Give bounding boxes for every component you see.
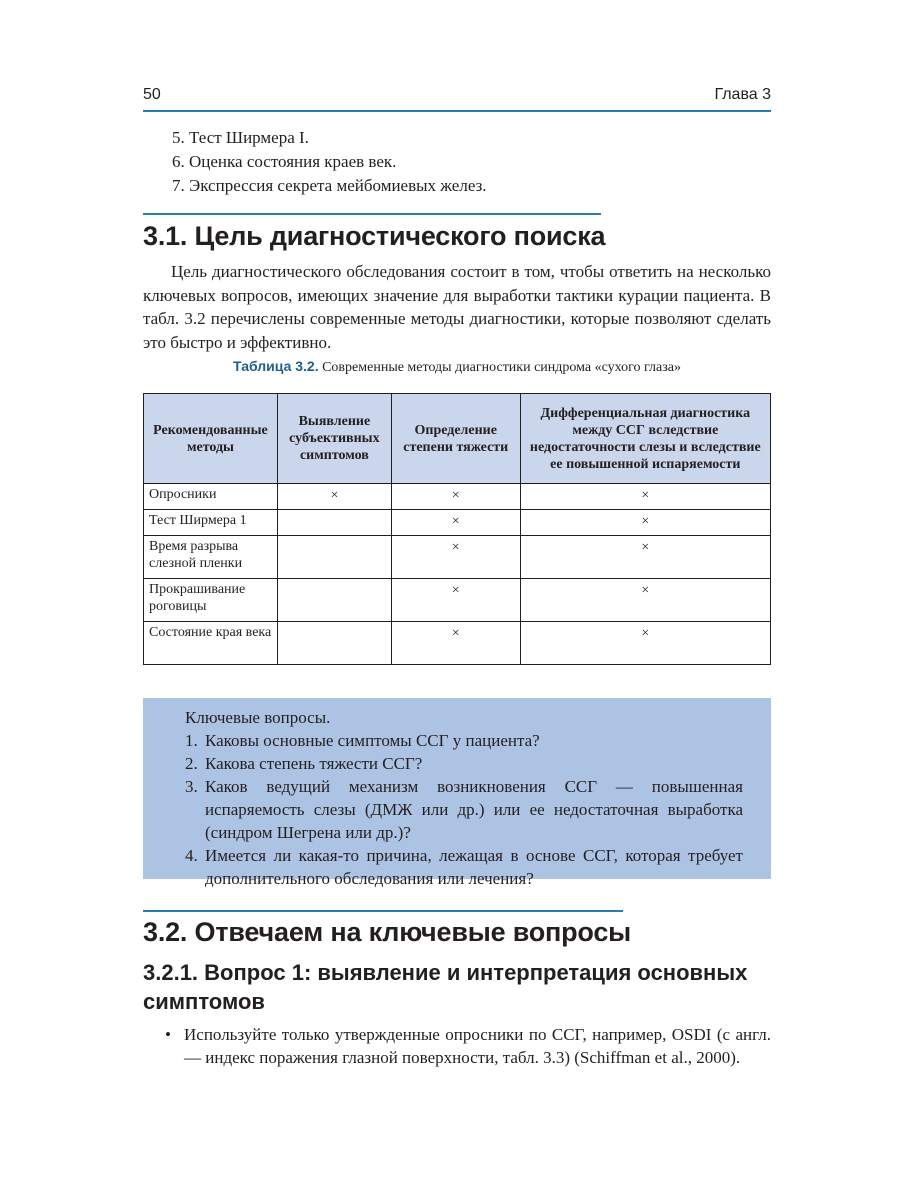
question-number: 1. bbox=[185, 731, 198, 750]
table-row bbox=[144, 622, 771, 665]
section-paragraph bbox=[143, 260, 771, 354]
table-header-row bbox=[144, 394, 771, 484]
subsection-title: 3.2.1. Вопрос 1: выявление и интерпретация основных симптомов bbox=[143, 960, 748, 1014]
list-item: 7. Экспрессия секрета мейбомиевых желез. bbox=[172, 176, 487, 195]
method-cell: Время разрыва слезной пленки bbox=[144, 536, 278, 579]
mark-cell: × bbox=[391, 536, 520, 579]
key-questions-box bbox=[143, 698, 771, 888]
section-title: 3.1. Цель диагностического поиска bbox=[143, 221, 606, 251]
table-caption-text: Современные методы диагностики синдрома «сухого глаза» bbox=[322, 360, 681, 375]
table-row bbox=[144, 484, 771, 510]
mark-cell bbox=[277, 510, 391, 536]
question-text: Каков ведущий механизм возникновения ССГ — повышенная испаряемость слезы (ДМЖ или др.) или ее недостаточная выработка (синдром Шегрена или др.)? bbox=[205, 777, 743, 842]
mark-cell: × bbox=[520, 536, 770, 579]
page-number: 50 bbox=[143, 86, 161, 103]
bullet-icon: • bbox=[165, 1025, 171, 1044]
methods-table bbox=[143, 393, 771, 665]
key-questions-list bbox=[185, 729, 743, 890]
list-item: 5. Тест Ширмера I. bbox=[172, 128, 309, 147]
key-question bbox=[185, 752, 743, 775]
method-cell: Состояние края века bbox=[144, 622, 278, 665]
method-cell: Прокрашивание роговицы bbox=[144, 579, 278, 622]
column-header: Выявление субъективных симптомов bbox=[277, 394, 391, 484]
table-row bbox=[144, 510, 771, 536]
question-text: Какова степень тяжести ССГ? bbox=[205, 754, 423, 773]
table-row bbox=[144, 536, 771, 579]
key-question bbox=[185, 775, 743, 844]
table-caption-label: Таблица 3.2. bbox=[233, 358, 319, 374]
table-caption bbox=[143, 358, 771, 376]
list-item: 6. Оценка состояния краев век. bbox=[172, 152, 397, 171]
mark-cell: × bbox=[277, 484, 391, 510]
method-cell: Опросники bbox=[144, 484, 278, 510]
mark-cell: × bbox=[391, 622, 520, 665]
section-rule bbox=[143, 213, 601, 215]
mark-cell: × bbox=[520, 510, 770, 536]
column-header: Определение степени тяжести bbox=[391, 394, 520, 484]
header-rule bbox=[143, 110, 771, 112]
key-question bbox=[185, 844, 743, 890]
bullet-text: Используйте только утвержденные опросники по ССГ, например, OSDI (с англ. — индекс поражения глазной поверхности, табл. 3.3) (Schiffman et al., 2000). bbox=[184, 1025, 771, 1067]
mark-cell: × bbox=[520, 622, 770, 665]
key-questions-title: Ключевые вопросы. bbox=[185, 708, 331, 727]
column-header: Рекомендованные методы bbox=[144, 394, 278, 484]
question-number: 4. bbox=[185, 846, 198, 865]
chapter-label: Глава 3 bbox=[714, 86, 771, 103]
mark-cell: × bbox=[391, 510, 520, 536]
mark-cell: × bbox=[520, 579, 770, 622]
question-text: Имеется ли какая-то причина, лежащая в основе ССГ, которая требует дополнительного обследования или лечения? bbox=[205, 846, 743, 888]
bullet-item bbox=[167, 1023, 771, 1069]
mark-cell: × bbox=[391, 484, 520, 510]
paragraph-text: Цель диагностического обследования состоит в том, чтобы ответить на несколько ключевых вопросов, имеющих значение для выработки тактики курации пациента. В табл. 3.2 перечислены современные методы диагностики, которые позволяют сделать это быстро и эффективно. bbox=[143, 262, 771, 352]
method-list-continued bbox=[172, 126, 487, 198]
section-rule bbox=[143, 910, 623, 912]
mark-cell bbox=[277, 579, 391, 622]
key-question bbox=[185, 729, 743, 752]
table-row bbox=[144, 579, 771, 622]
section-title: 3.2. Отвечаем на ключевые вопросы bbox=[143, 917, 632, 947]
column-header: Дифференциальная диагностика между ССГ вследствие недостаточности слезы и вследствие ее повышенной испаряемости bbox=[520, 394, 770, 484]
method-cell: Тест Ширмера 1 bbox=[144, 510, 278, 536]
question-number: 3. bbox=[185, 777, 198, 796]
question-number: 2. bbox=[185, 754, 198, 773]
mark-cell: × bbox=[391, 579, 520, 622]
mark-cell bbox=[277, 536, 391, 579]
mark-cell bbox=[277, 622, 391, 665]
mark-cell: × bbox=[520, 484, 770, 510]
question-text: Каковы основные симптомы ССГ у пациента? bbox=[205, 731, 540, 750]
